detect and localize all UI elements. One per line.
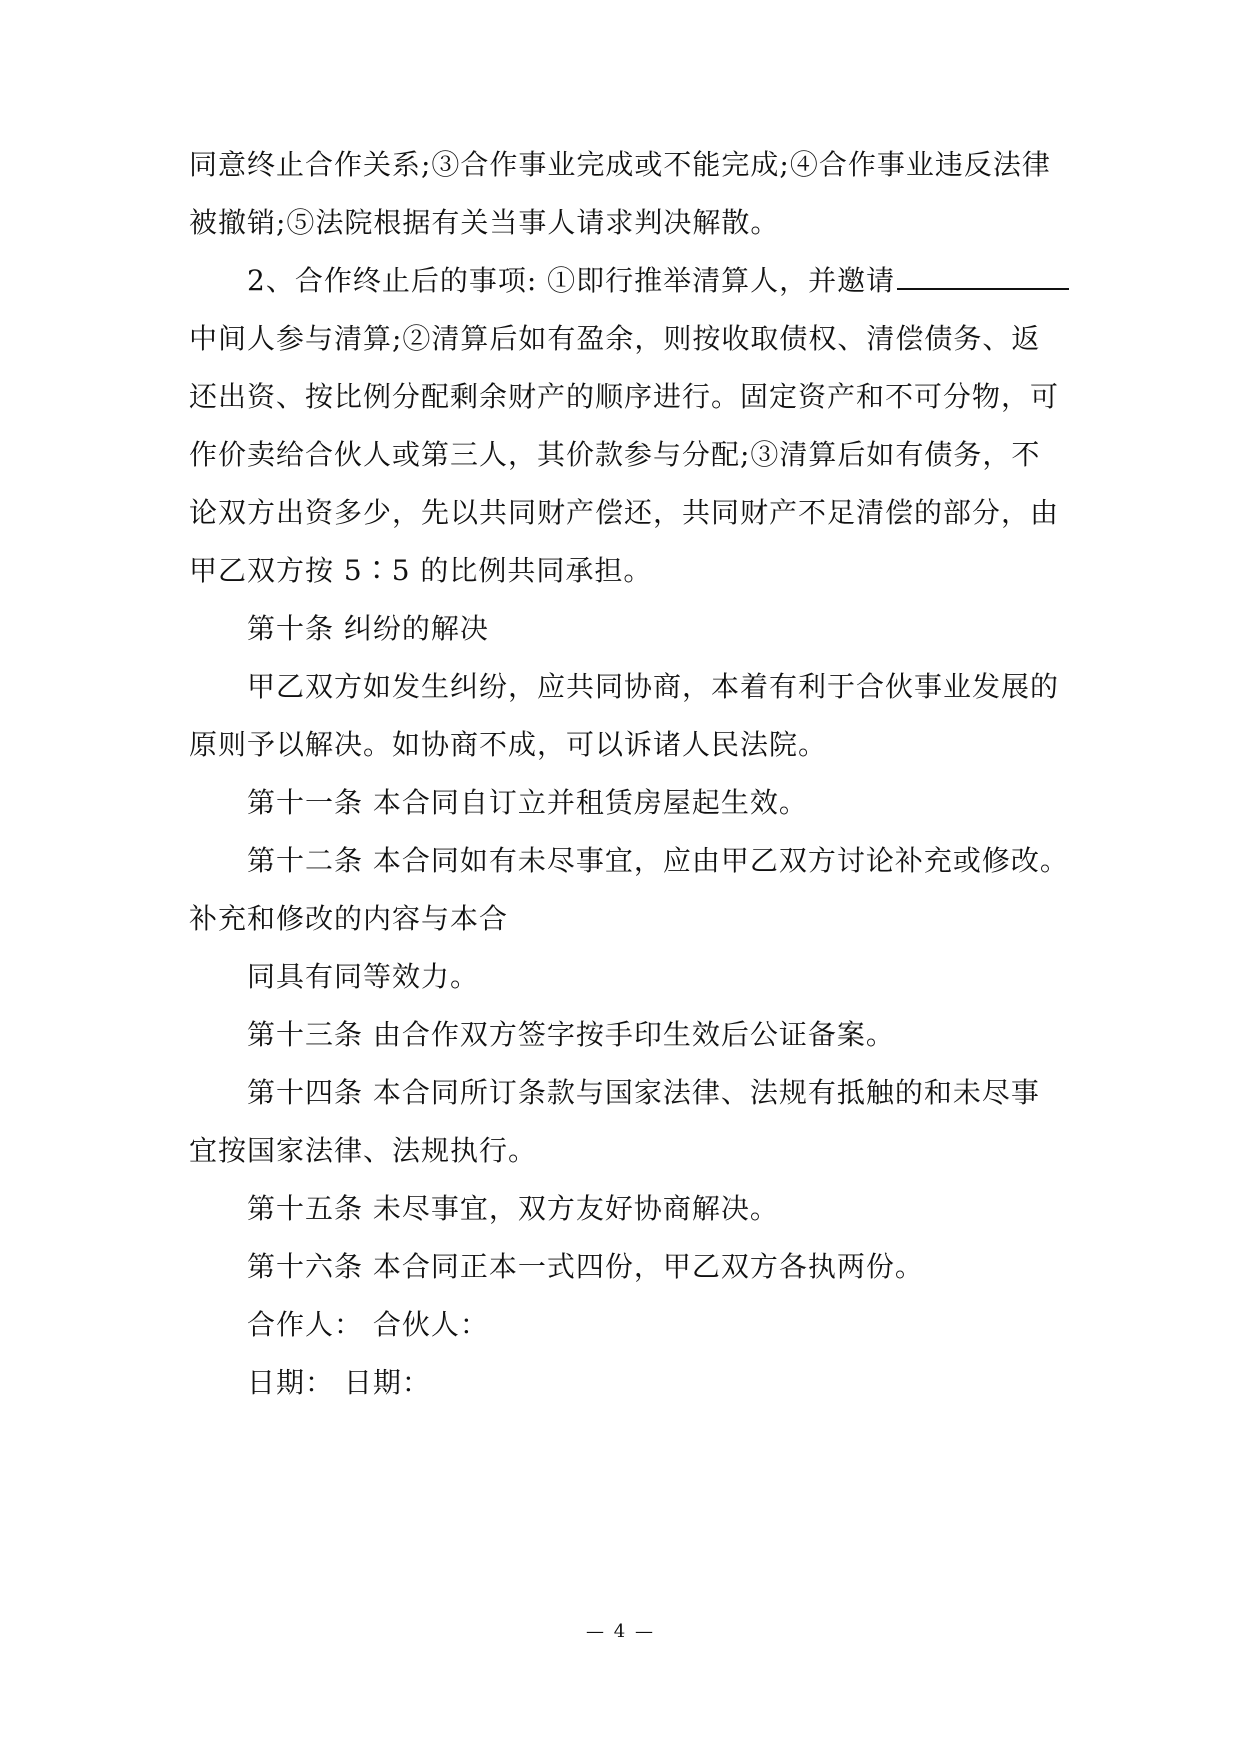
text-line: 2、合作终止后的事项: ①即行推举清算人，并邀请 (247, 264, 896, 297)
article-line: 第十五条 未尽事宜，双方友好协商解决。 (247, 1192, 779, 1225)
fill-in-blank (897, 266, 1069, 290)
article-line: 第十六条 本合同正本一式四份，甲乙双方各执两份。 (247, 1250, 924, 1283)
text-line: 同意终止合作关系;③合作事业完成或不能完成;④合作事业违反法律 (189, 148, 1051, 181)
text-line: 同具有同等效力。 (247, 960, 480, 993)
page-number: — 4 — (586, 1621, 655, 1642)
text-line-with-blank (247, 262, 1069, 300)
text-line: 作价卖给合伙人或第三人，其价款参与分配;③清算后如有债务，不 (189, 438, 1041, 471)
text-line: 补充和修改的内容与本合 (189, 902, 509, 935)
text-line: 还出资、按比例分配剩余财产的顺序进行。固定资产和不可分物，可 (189, 380, 1060, 413)
section-heading: 第十条 纠纷的解决 (247, 612, 489, 645)
article-line: 第十三条 由合作双方签字按手印生效后公证备案。 (247, 1018, 895, 1051)
text-line: 论双方出资多少，先以共同财产偿还，共同财产不足清偿的部分，由 (189, 496, 1060, 529)
article-line: 第十二条 本合同如有未尽事宜，应由甲乙双方讨论补充或修改。 (247, 844, 1069, 877)
text-line: 甲乙双方按 5∶5 的比例共同承担。 (189, 554, 653, 587)
text-line: 被撤销;⑤法院根据有关当事人请求判决解散。 (189, 206, 780, 239)
signature-line: 合作人： 合伙人： (247, 1308, 489, 1341)
text-line: 甲乙双方如发生纠纷，应共同协商，本着有利于合伙事业发展的 (247, 670, 1060, 703)
text-line: 原则予以解决。如协商不成，可以诉诸人民法院。 (189, 728, 828, 761)
text-line: 宜按国家法律、法规执行。 (189, 1134, 538, 1167)
article-line: 第十四条 本合同所订条款与国家法律、法规有抵触的和未尽事 (247, 1076, 1040, 1109)
article-line: 第十一条 本合同自订立并租赁房屋起生效。 (247, 786, 808, 819)
text-line: 中间人参与清算;②清算后如有盈余，则按收取债权、清偿债务、返 (189, 322, 1041, 355)
date-line: 日期： 日期： (247, 1366, 431, 1399)
